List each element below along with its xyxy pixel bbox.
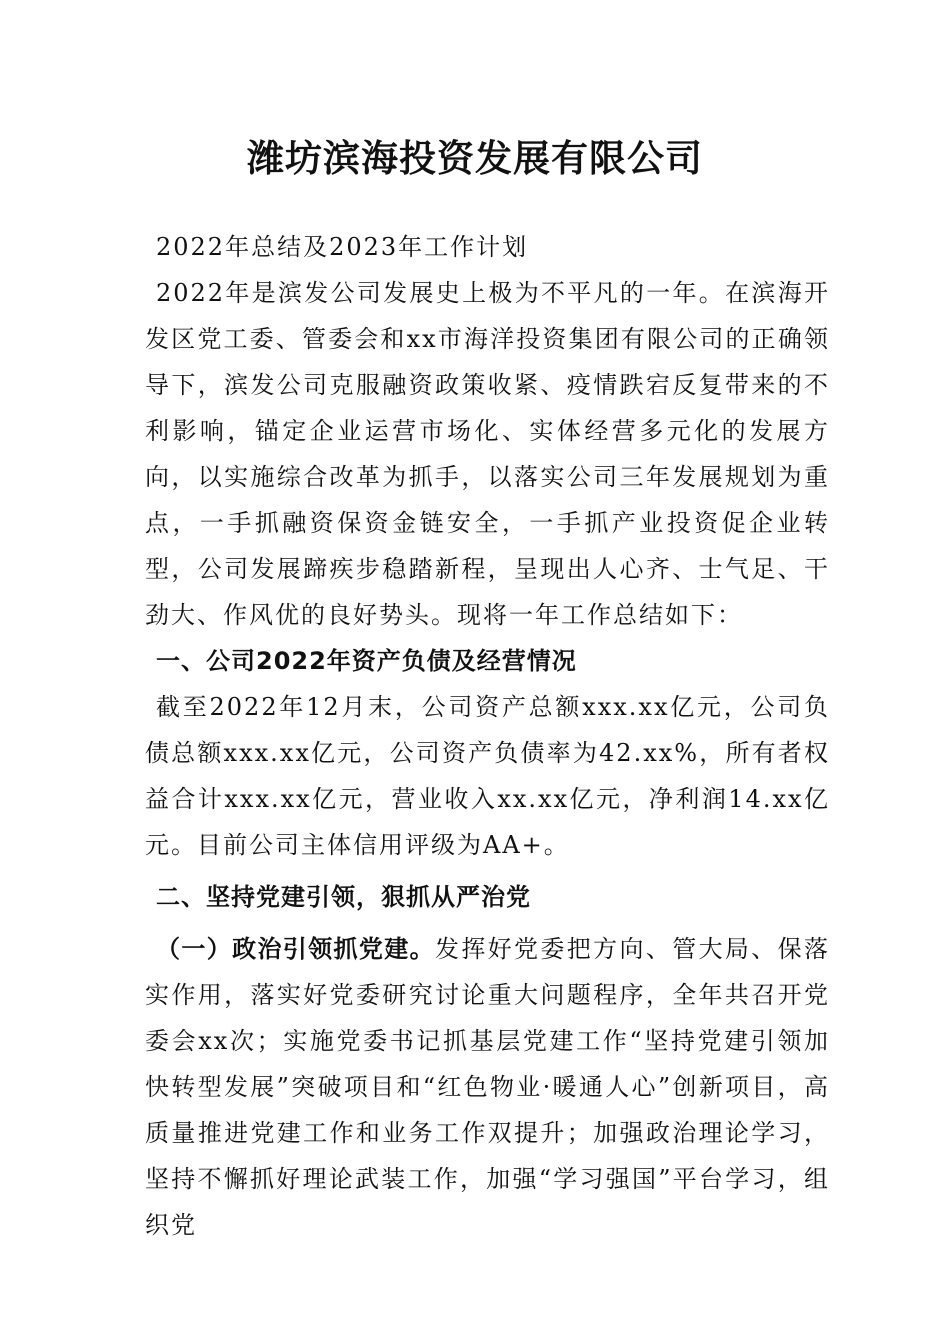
subtitle-line: 2022年总结及2023年工作计划 — [156, 233, 529, 261]
subsection-lead: （一）政治引领抓党建。 — [156, 935, 435, 963]
subsection-text: 发挥好党委把方向、管大局、保落实作用，落实好党委研究讨论重大问题程序，全年共召开党委会xx次；实施党委书记抓基层党建工作“坚持党建引领加快转型发展”突破项目和“红色物业·暖通人心”创新项目，高质量推进党建工作和业务工作双提升；加强政治理论学习，坚持不懈抓好理论武装工作，加强“学习强国”平台学习，组织党 — [145, 935, 831, 1239]
document-title: 潍坊滨海投资发展有限公司 — [247, 136, 703, 180]
section-2-heading: 二、坚持党建引领，狠抓从严治党 — [156, 883, 531, 911]
section-1-heading: 一、公司2022年资产负债及经营情况 — [156, 647, 577, 675]
section-1-paragraph: 截至2022年12月末，公司资产总额xxx.xx亿元，公司负债总额xxx.xx亿元，公司资产负债率为42.xx%，所有者权益合计xxx.xx亿元，营业收入xx.xx亿元，净利润14.xx亿元。目前公司主体信用评级为AA+。 — [145, 693, 830, 859]
document-body — [145, 224, 830, 1248]
intro-paragraph: 2022年是滨发公司发展史上极为不平凡的一年。在滨海开发区党工委、管委会和xx市海洋投资集团有限公司的正确领导下，滨发公司克服融资政策收紧、疫情跌宕反复带来的不利影响，锚定企业运营市场化、实体经营多元化的发展方向，以实施综合改革为抓手，以落实公司三年发展规划为重点，一手抓融资保资金链安全，一手抓产业投资促企业转型，公司发展蹄疾步稳踏新程，呈现出人心齐、士气足、干劲大、作风优的良好势头。现将一年工作总结如下： — [145, 279, 830, 629]
section-2-paragraph — [145, 926, 830, 1248]
